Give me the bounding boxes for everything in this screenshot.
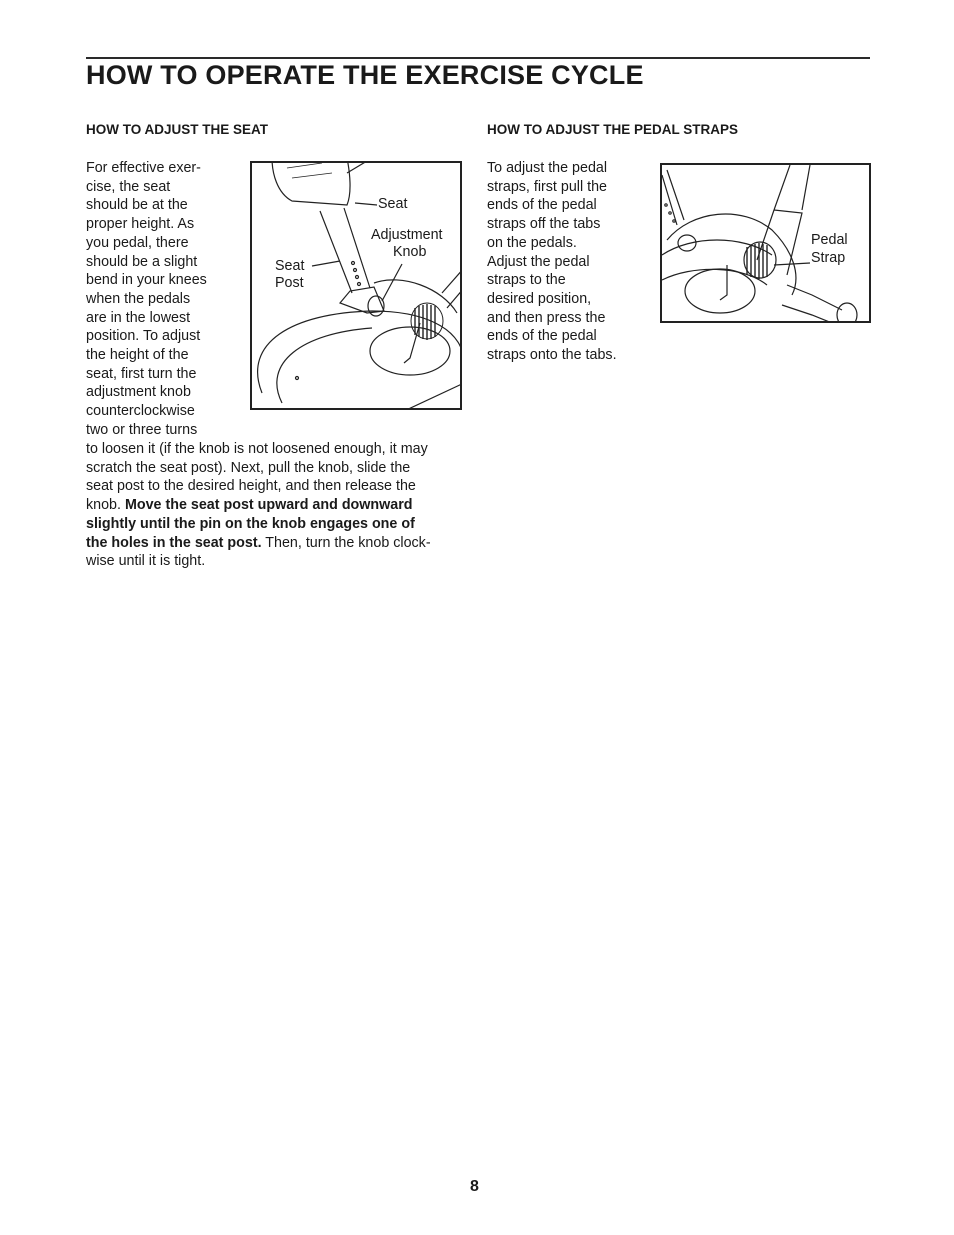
text-run: knob. <box>86 497 125 514</box>
pedal-strap-figure <box>660 163 871 323</box>
knob-leader-line <box>382 264 402 301</box>
text-line: counterclockwise <box>86 403 195 420</box>
text-line: For effective exer- <box>86 160 201 176</box>
text-line: straps, first pull the <box>487 178 607 195</box>
pedal-strap-leader-line <box>774 263 810 265</box>
text-line: proper height. As <box>86 216 195 233</box>
bold-warning: the holes in the seat post. <box>86 534 262 551</box>
text-line: straps off the tabs <box>487 216 601 233</box>
text-line: the height of the <box>86 347 189 364</box>
seat-instructions-wide <box>86 440 431 571</box>
text-line: ends of the pedal <box>487 328 597 345</box>
text-line: when the pedals <box>86 290 191 307</box>
text-line: desired position, <box>487 290 592 307</box>
text-line: straps to the <box>487 272 566 289</box>
text-line: seat post to the desired height, and then release the <box>86 478 416 495</box>
text-line: seat, first turn the <box>86 365 197 382</box>
pedal-strap-callout-line1: Pedal <box>811 232 848 248</box>
text-line: on the pedals. <box>487 234 577 251</box>
text-line: are in the lowest <box>86 309 191 326</box>
seat-post-leader-line <box>312 261 340 266</box>
seat-shape <box>272 163 350 205</box>
text-line: bend in your knees <box>86 272 207 289</box>
text-line: you pedal, there <box>86 234 189 251</box>
text-line <box>86 534 431 553</box>
text-line: cise, the seat <box>86 178 171 195</box>
bold-warning: Move the seat post upward and downward <box>124 497 413 514</box>
text-line: adjustment knob <box>86 384 191 401</box>
text-line: scratch the seat post). Next, pull the knob, slide the <box>86 459 411 476</box>
adjustment-knob-callout-line1: Adjustment <box>371 227 443 243</box>
text-line: wise until it is tight. <box>86 553 206 570</box>
text-line: and then press the <box>487 309 606 326</box>
seat-instructions-narrow <box>86 159 207 440</box>
seat-section-heading: HOW TO ADJUST THE SEAT <box>86 122 269 137</box>
pedal-strap-callout-line2: Strap <box>811 250 846 266</box>
page-title: HOW TO OPERATE THE EXERCISE CYCLE <box>86 60 644 90</box>
pedal-section-heading: HOW TO ADJUST THE PEDAL STRAPS <box>487 122 739 137</box>
text-line: To adjust the pedal <box>487 160 608 176</box>
text-line: position. To adjust <box>86 328 201 345</box>
text-line: Adjust the pedal <box>487 253 590 270</box>
seat-post-shape <box>320 208 370 293</box>
text-line: to loosen it (if the knob is not loosened enough, it may <box>86 441 428 457</box>
seat-leader-line <box>355 203 377 205</box>
text-line: should be at the <box>86 197 188 214</box>
text-line <box>86 515 431 534</box>
text-line: ends of the pedal <box>487 197 597 214</box>
seat-post-callout-line2: Post <box>275 275 304 291</box>
text-run: Then, turn the knob clock- <box>261 534 431 551</box>
page-number: 8 <box>470 1178 479 1195</box>
seat-post-callout-line1: Seat <box>275 258 305 274</box>
text-line: two or three turns <box>86 421 198 438</box>
title-rule <box>86 57 870 59</box>
seat-adjustment-figure <box>250 161 462 410</box>
adjustment-knob-callout-line2: Knob <box>393 244 427 260</box>
text-line: straps onto the tabs. <box>487 347 617 364</box>
seat-callout: Seat <box>378 196 408 212</box>
pedal-instructions <box>487 159 617 365</box>
text-line: should be a slight <box>86 253 198 270</box>
text-line <box>86 496 431 515</box>
bold-warning: slightly until the pin on the knob engages one of <box>86 515 415 532</box>
